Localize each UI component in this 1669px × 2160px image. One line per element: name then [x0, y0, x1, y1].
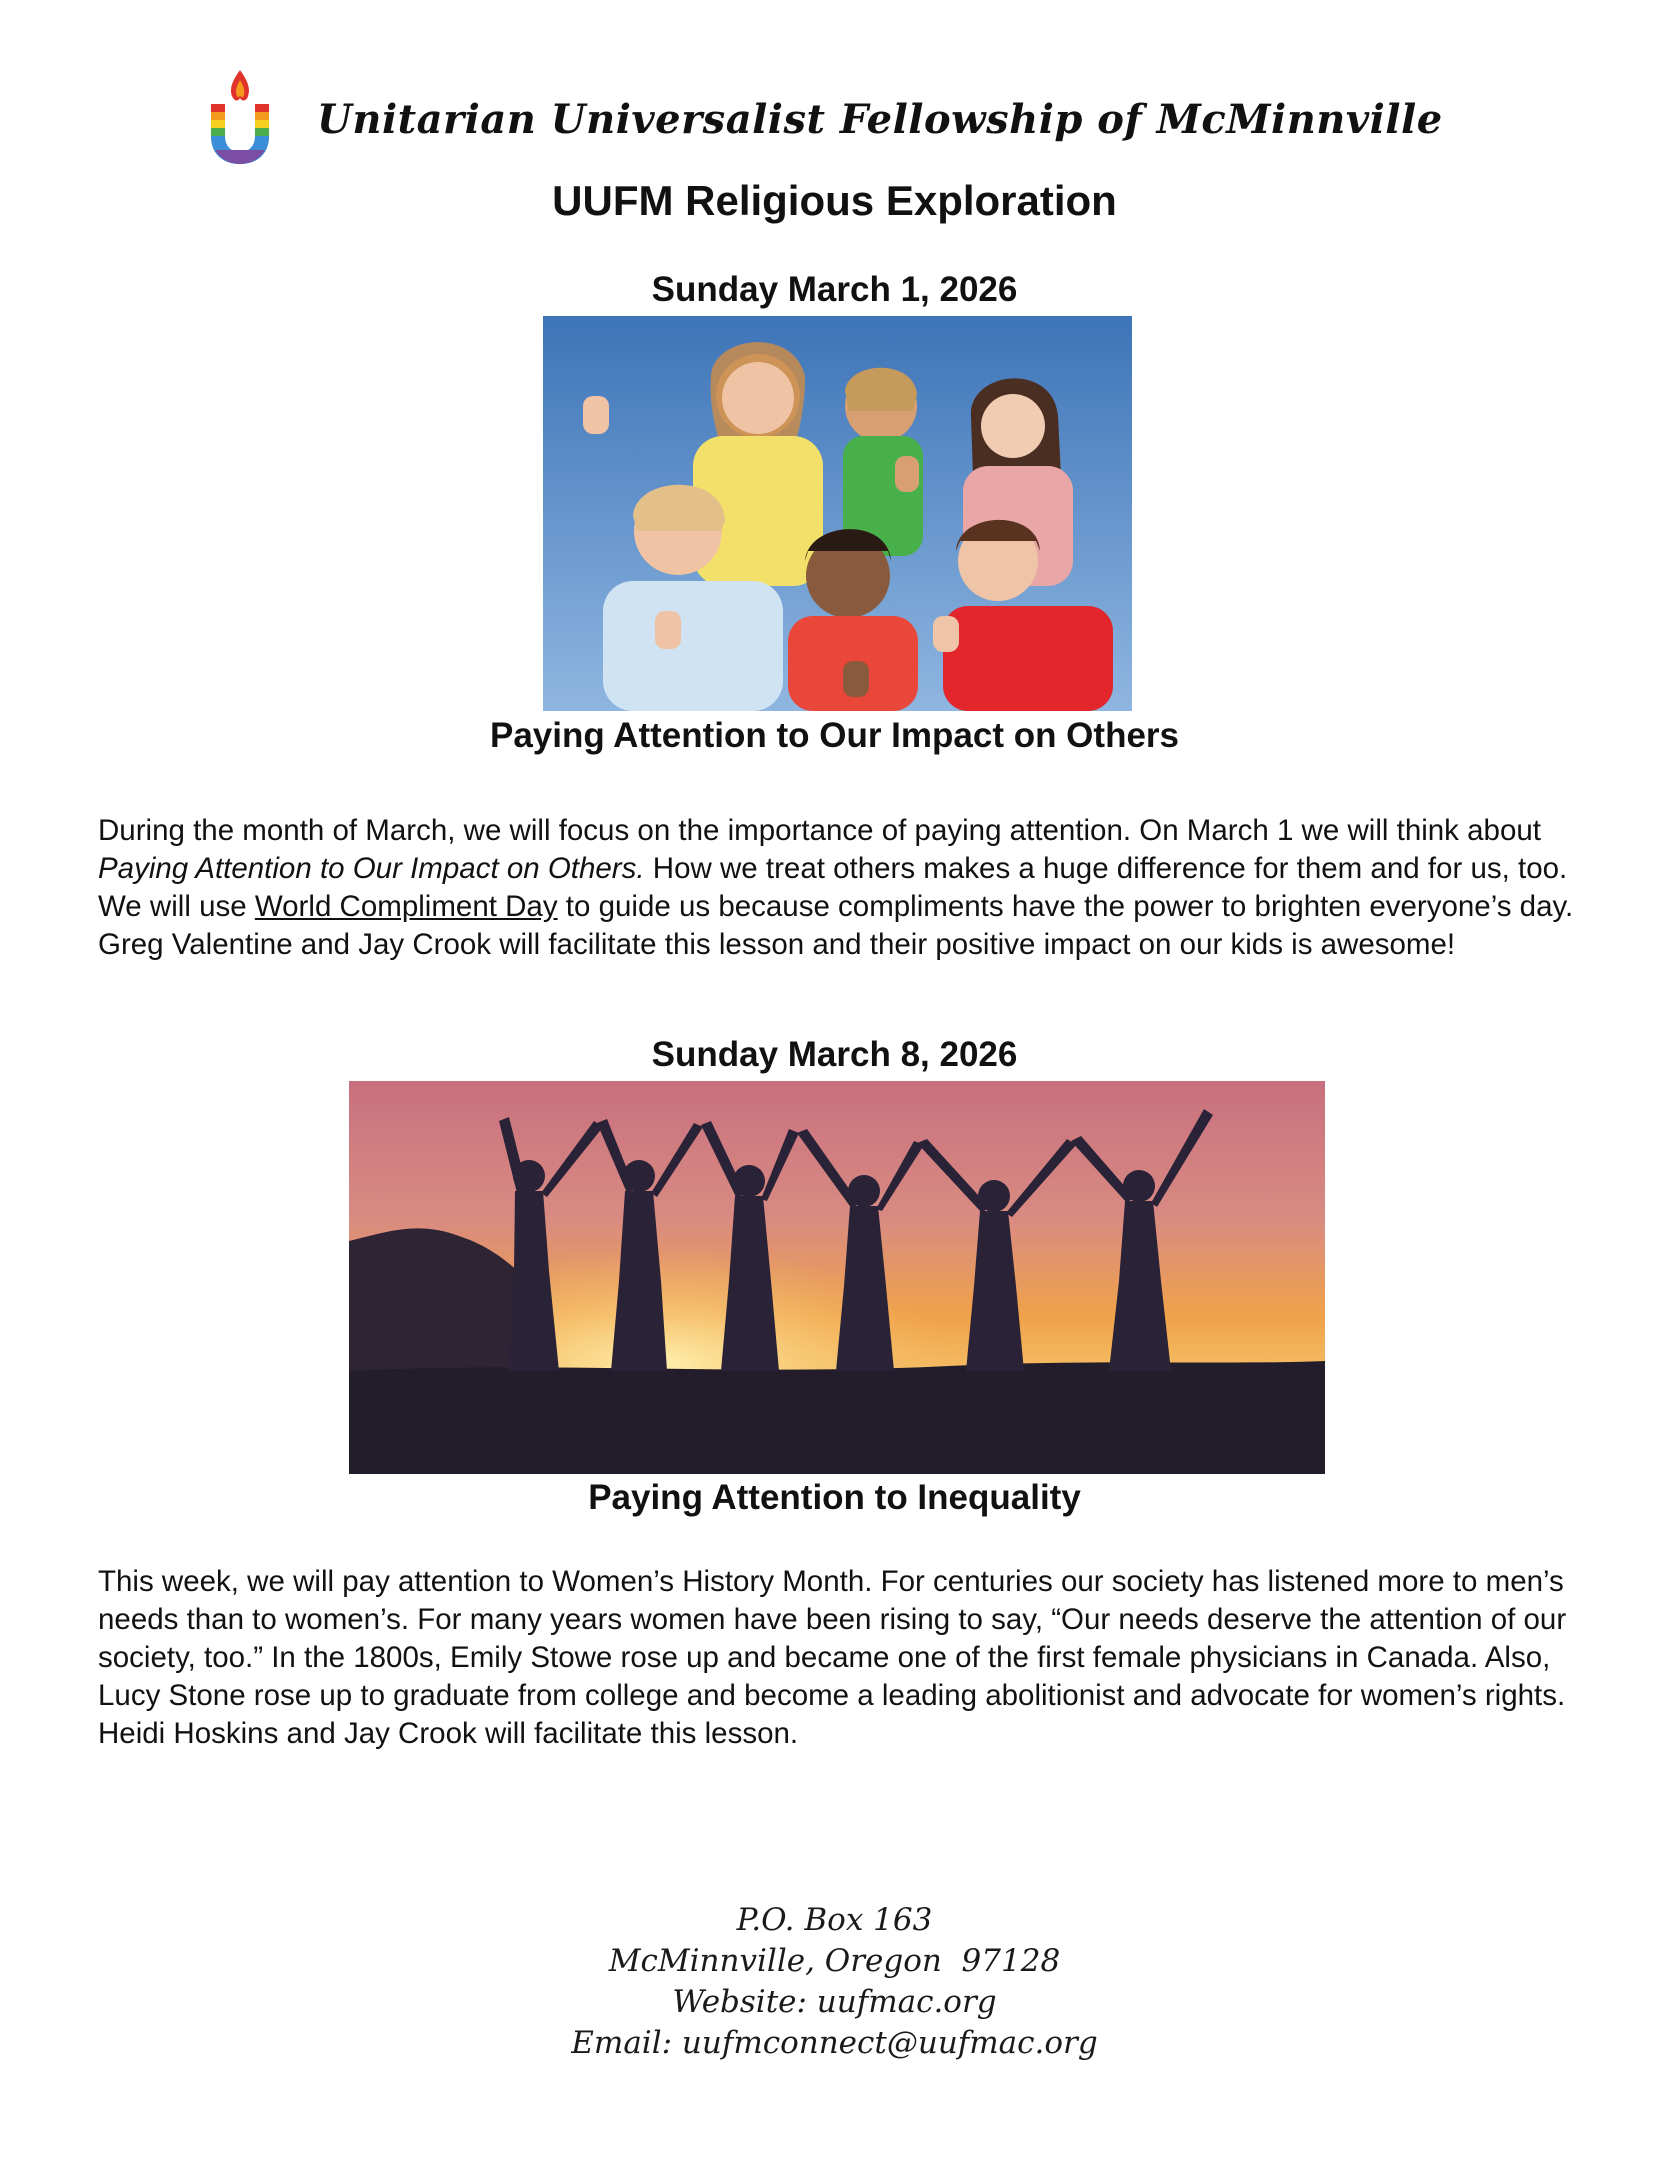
- footer-po-box: P.O. Box 163: [736, 1902, 933, 1938]
- lesson-1-body-italic: Paying Attention to Our Impact on Others.: [98, 852, 645, 885]
- lesson-1-date: Sunday March 1, 2026: [651, 270, 1018, 309]
- footer-email[interactable]: Email: uufmconnect@uufmac.org: [571, 2025, 1098, 2061]
- chalice-logo-icon: [205, 66, 275, 166]
- lesson-2-body: This week, we will pay attention to Women’s History Month. For centuries our society has listened more to men’s needs than to women’s. For many years women have been rising to say, “Our needs deserve the attention of our society, too.” In the 1800s, Emily Stowe rose up and became one of the first female physicians in Canada. Also, Lucy Stone rose up to graduate from college and become a leading abolitionist and advocate for women’s rights. Heidi Hoskins and Jay Crook will facilitate this lesson.: [98, 1565, 1567, 1750]
- lesson-2-title: Paying Attention to Inequality: [588, 1478, 1081, 1517]
- header: [205, 66, 1465, 166]
- footer-city: McMinnville, Oregon 97128: [608, 1943, 1061, 1979]
- document-title: UUFM Religious Exploration: [552, 177, 1117, 224]
- footer-contact: [0, 1900, 1669, 2064]
- lesson-1-body: [98, 812, 1578, 964]
- women-silhouettes-sunset-photo: [349, 1081, 1325, 1474]
- lesson-1-title: Paying Attention to Our Impact on Others: [489, 716, 1179, 755]
- footer-website[interactable]: Website: uufmac.org: [672, 1984, 997, 2020]
- organization-name: Unitarian Universalist Fellowship of McMinnville: [317, 96, 1443, 143]
- lesson-1-body-text-3: to guide us because compliments have the power to brighten everyone’s day. Greg Valentine and Jay Crook will facilitate this lesson and their positive impact on our kids is awesome!: [98, 890, 1574, 961]
- lesson-2-date: Sunday March 8, 2026: [651, 1035, 1018, 1074]
- lesson-1-body-text-2: How we treat others makes a huge difference for them and for us, too. We will use: [98, 852, 1568, 923]
- kids-thumbs-up-photo: [543, 316, 1132, 711]
- world-compliment-day-link[interactable]: World Compliment Day: [254, 890, 558, 923]
- lesson-1-body-text: During the month of March, we will focus on the importance of paying attention. On March 1 we will think about: [98, 814, 1541, 847]
